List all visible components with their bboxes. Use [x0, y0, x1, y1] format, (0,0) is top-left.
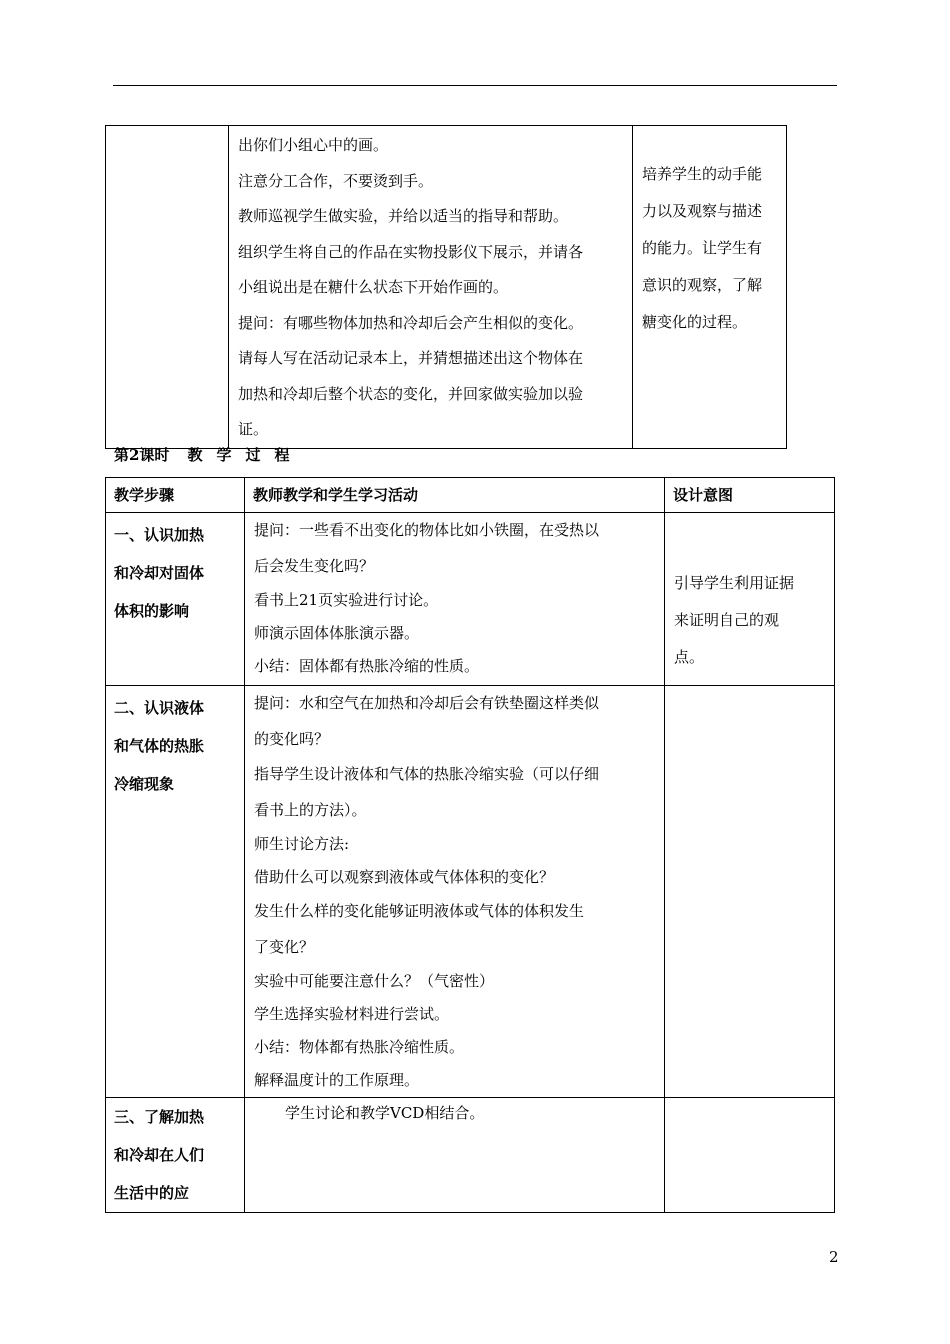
header-intent: 设计意图 — [665, 478, 835, 513]
intent-lines — [633, 126, 786, 341]
text-line: 注意分工合作，不要烫到手。 — [238, 171, 434, 190]
table-row — [106, 1098, 835, 1213]
text-line: 糖变化的过程。 — [642, 313, 748, 331]
text-line: 提问：一些看不出变化的物体比如小铁圈，在受热以 — [254, 521, 600, 539]
text-line: 看书上21页实验进行讨论。 — [254, 591, 439, 609]
text-line: 师演示固体体胀演示器。 — [254, 624, 420, 642]
activity-cell — [229, 126, 633, 449]
page-number: 2 — [829, 1248, 839, 1266]
text-line: 出你们小组心中的画。 — [238, 136, 389, 154]
empty-step-cell — [106, 126, 229, 449]
text-line: 和气体的热胀 — [114, 737, 205, 755]
activity-cell — [245, 1098, 665, 1213]
text-line: 体积的影响 — [114, 602, 190, 620]
text-line: 看书上的方法）。 — [254, 800, 367, 819]
activity-cell — [245, 686, 665, 1098]
intent-cell-empty — [665, 686, 835, 1098]
text-line: 意识的观察，了解 — [642, 276, 763, 294]
intent-cell — [665, 513, 835, 686]
text-line: 来证明自己的观 — [674, 611, 780, 629]
text-line: 三、了解加热 — [114, 1108, 205, 1126]
activity-cell — [245, 513, 665, 686]
text-line: 一、认识加热 — [114, 526, 205, 544]
table-header-row — [106, 478, 835, 513]
text-line: 点。 — [674, 648, 705, 666]
text-line: 和冷却对固体 — [114, 564, 205, 582]
text-line: 学生选择实验材料进行尝试。 — [254, 1005, 450, 1023]
text-line: 了变化？ — [254, 937, 315, 956]
text-line: 后会发生变化吗？ — [254, 556, 375, 575]
text-line: 证。 — [238, 420, 269, 438]
text-line: 指导学生设计液体和气体的热胀冷缩实验（可以仔细 — [254, 765, 600, 783]
text-line: 力以及观察与描述 — [642, 202, 763, 220]
text-line: 请每人写在活动记录本上，并猜想描述出这个物体在 — [238, 349, 584, 367]
text-line: 培养学生的动手能 — [642, 165, 763, 183]
text-line: 引导学生利用证据 — [674, 574, 795, 592]
text-line: 小组说出是在糖什么状态下开始作画的。 — [238, 278, 509, 296]
text-line: 的变化吗？ — [254, 729, 330, 748]
text-line: 和冷却在人们 — [114, 1146, 205, 1164]
text-line: 的能力。让学生有 — [642, 239, 763, 257]
step-cell — [106, 513, 245, 686]
header-activity: 教师教学和学生学习活动 — [245, 478, 665, 513]
text-line: 提问：有哪些物体加热和冷却后会产生相似的变化。 — [238, 313, 584, 332]
table-row — [106, 686, 835, 1098]
continuation-table — [105, 125, 787, 449]
text-line: 小结：固体都有热胀冷缩的性质。 — [254, 657, 480, 675]
header-step: 教学步骤 — [106, 478, 245, 513]
step-cell — [106, 686, 245, 1098]
text-line: 提问：水和空气在加热和冷却后会有铁垫圈这样类似 — [254, 694, 600, 712]
text-line: 冷缩现象 — [114, 775, 175, 793]
step-cell — [106, 1098, 245, 1213]
intent-cell — [633, 126, 787, 449]
header-rule — [113, 85, 837, 86]
table-row — [106, 513, 835, 686]
text-line: 师生讨论方法: — [254, 835, 350, 853]
section-title — [114, 444, 303, 465]
text-line: 加热和冷却后整个状态的变化，并回家做实验加以验 — [238, 384, 584, 403]
text-line: 生活中的应 — [114, 1184, 190, 1202]
text-line: 发生什么样的变化能够证明液体或气体的体积发生 — [254, 902, 585, 920]
text-line: 组织学生将自己的作品在实物投影仪下展示，并请各 — [238, 242, 584, 261]
section-title-prefix: 第2课时 — [114, 446, 170, 464]
text-line: 小结：物体都有热胀冷缩性质。 — [254, 1038, 465, 1056]
text-line: 教师巡视学生做实验，并给以适当的指导和帮助。 — [238, 207, 569, 225]
text-line: 借助什么可以观察到液体或气体体积的变化？ — [254, 868, 555, 886]
text-line: 实验中可能要注意什么？（气密性） — [254, 972, 495, 990]
lesson-process-table — [105, 477, 835, 1213]
activity-lines — [229, 126, 632, 448]
section-title-rest: 教学过程 — [187, 446, 304, 464]
text-line: 解释温度计的工作原理。 — [254, 1071, 420, 1089]
text-line: 二、认识液体 — [114, 699, 205, 717]
text-line: 学生讨论和教学VCD相结合。 — [285, 1104, 485, 1122]
intent-cell-empty — [665, 1098, 835, 1213]
